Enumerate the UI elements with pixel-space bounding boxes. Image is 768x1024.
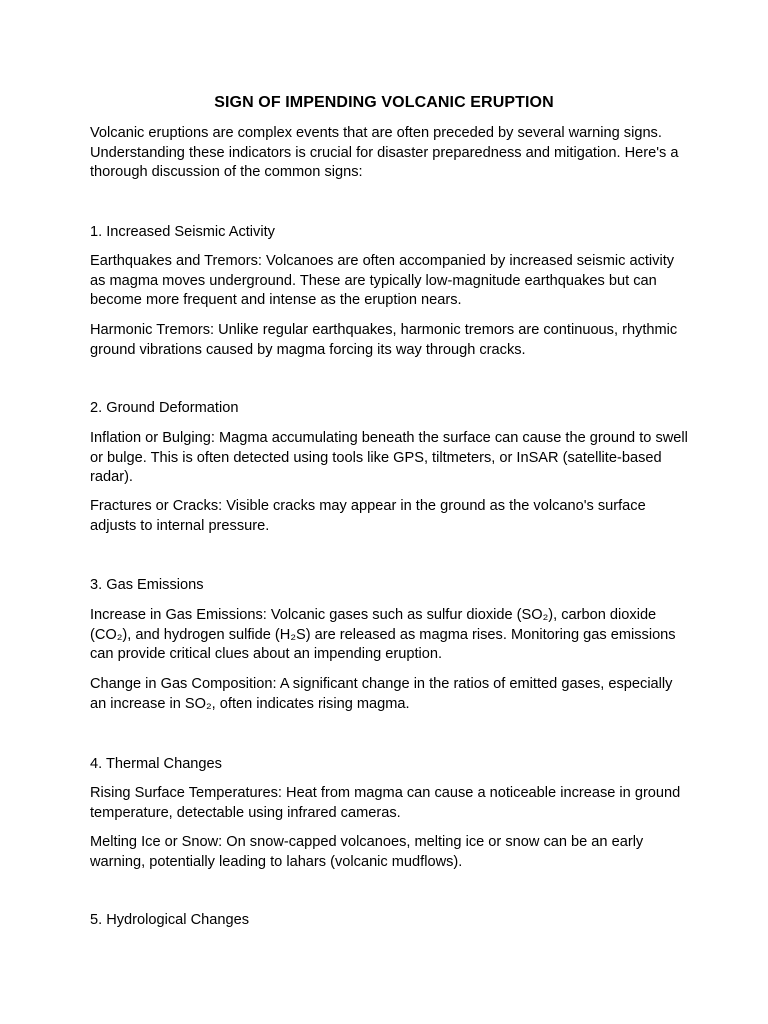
section-heading-thermal: 4. Thermal Changes <box>90 756 222 772</box>
intro-paragraph: Volcanic eruptions are complex events that are often preceded by several warning signs. Understanding these indicators is crucial for disaster preparedness and mitigation. Here's a thorough discussion of the common signs: <box>90 125 679 180</box>
paragraph-melting-ice: Melting Ice or Snow: On snow-capped volcanoes, melting ice or snow can be an early warning, potentially leading to lahars (volcanic mudflows). <box>90 834 644 870</box>
section-heading-deformation: 2. Ground Deformation <box>90 400 239 416</box>
paragraph-surface-temperatures: Rising Surface Temperatures: Heat from magma can cause a noticeable increase in ground temperature, detectable using infrared cameras. <box>90 785 681 821</box>
document-title: SIGN OF IMPENDING VOLCANIC ERUPTION <box>214 94 554 111</box>
paragraph-gas-composition: Change in Gas Composition: A significant change in the ratios of emitted gases, especially an increase in SO₂, often indicates rising magma. <box>90 676 673 712</box>
paragraph-harmonic-tremors: Harmonic Tremors: Unlike regular earthquakes, harmonic tremors are continuous, rhythmic ground vibrations caused by magma forcing its way through cracks. <box>90 322 678 358</box>
paragraph-inflation-bulging: Inflation or Bulging: Magma accumulating beneath the surface can cause the ground to swell or bulge. This is often detected using tools like GPS, tiltmeters, or InSAR (satellite-based radar). <box>90 430 688 485</box>
section-heading-gas: 3. Gas Emissions <box>90 577 204 593</box>
paragraph-earthquakes-tremors: Earthquakes and Tremors: Volcanoes are often accompanied by increased seismic activity as magma moves underground. These are typically low-magnitude earthquakes but can become more frequent and intense as the eruption nears. <box>90 253 675 308</box>
paragraph-fractures-cracks: Fractures or Cracks: Visible cracks may appear in the ground as the volcano's surface adjusts to internal pressure. <box>90 498 646 534</box>
section-heading-hydrological: 5. Hydrological Changes <box>90 912 249 928</box>
section-heading-seismic: 1. Increased Seismic Activity <box>90 224 275 240</box>
paragraph-gas-emissions: Increase in Gas Emissions: Volcanic gases such as sulfur dioxide (SO₂), carbon dioxide (CO₂), and hydrogen sulfide (H₂S) are released as magma rises. Monitoring gas emissions can provide critical clues about an impending eruption. <box>90 607 676 662</box>
